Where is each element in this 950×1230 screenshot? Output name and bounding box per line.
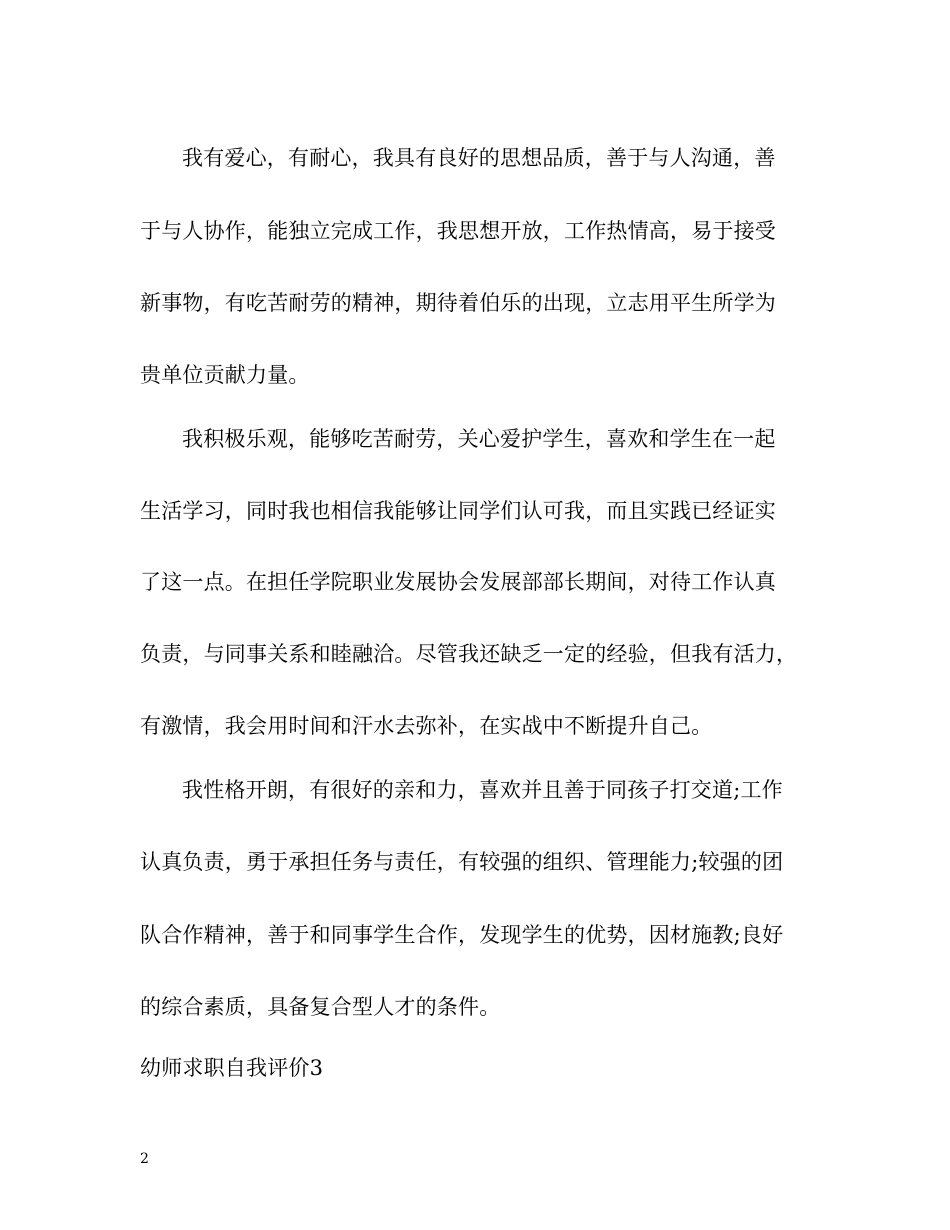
paragraph-1-line-4: 贵单位贡献力量。 <box>140 363 310 387</box>
paragraph-2-line-5: 有激情，我会用时间和汗水去弥补，在实战中不断提升自己。 <box>140 714 713 738</box>
section-heading: 幼师求职自我评价3 <box>140 1056 324 1080</box>
paragraph-1-line-1: 我有爱心，有耐心，我具有良好的思想品质，善于与人沟通，善 <box>182 146 776 170</box>
paragraph-3-line-4: 的综合素质，具备复合型人才的条件。 <box>140 995 501 1019</box>
paragraph-2-line-4: 负责，与同事关系和睦融洽。尽管我还缺乏一定的经验，但我有活力， <box>140 642 798 666</box>
paragraph-1-line-2: 于与人协作，能独立完成工作，我思想开放，工作热情高，易于接受 <box>140 219 776 243</box>
paragraph-2-line-3: 了这一点。在担任学院职业发展协会发展部部长期间，对待工作认真 <box>140 570 776 594</box>
paragraph-2-line-2: 生活学习，同时我也相信我能够让同学们认可我，而且实践已经证实 <box>140 499 776 523</box>
paragraph-3-line-1: 我性格开朗，有很好的亲和力，喜欢并且善于同孩子打交道;工作 <box>182 778 783 802</box>
paragraph-3-line-2: 认真负责，勇于承担任务与责任，有较强的组织、管理能力;较强的团 <box>140 850 784 874</box>
paragraph-2-line-1: 我积极乐观，能够吃苦耐劳，关心爱护学生，喜欢和学生在一起 <box>182 427 776 451</box>
paragraph-3-line-3: 队合作精神，善于和同事学生合作，发现学生的优势，因材施教;良好 <box>140 923 784 947</box>
page-number: 2 <box>140 1151 149 1167</box>
paragraph-1-line-3: 新事物，有吃苦耐劳的精神，期待着伯乐的出现，立志用平生所学为 <box>140 291 776 315</box>
